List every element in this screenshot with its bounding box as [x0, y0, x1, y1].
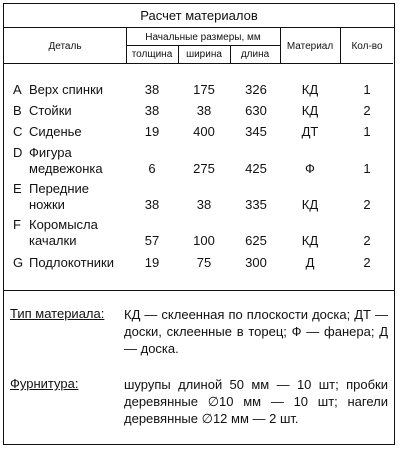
row-thickness: 57 — [144, 233, 160, 248]
row-thickness: 19 — [144, 124, 160, 139]
header-divider — [126, 45, 280, 46]
row-length: 625 — [245, 233, 267, 248]
table-title: Расчет материалов — [4, 4, 394, 28]
notes-divider — [4, 290, 394, 291]
row-width: 275 — [193, 161, 215, 176]
header-divider — [340, 27, 341, 64]
materials-table — [3, 3, 395, 445]
row-part-name: Передние ножки — [29, 181, 90, 212]
row-thickness: 38 — [144, 103, 160, 118]
row-letter: A — [13, 82, 22, 97]
row-qty: 2 — [363, 197, 371, 212]
row-part-name: Верх спинки — [29, 82, 104, 97]
header-thickness: толщина — [131, 49, 173, 60]
row-width: 100 — [193, 233, 215, 248]
header-dimensions: Начальные размеры, мм — [145, 32, 261, 43]
header-part: Деталь — [48, 41, 82, 52]
row-width: 38 — [196, 197, 212, 212]
row-letter: B — [13, 103, 22, 118]
row-qty: 2 — [363, 233, 371, 248]
row-letter: F — [13, 217, 21, 232]
row-width: 75 — [196, 255, 212, 270]
row-material: Д — [305, 255, 315, 270]
hardware-label: Фурнитура: — [10, 376, 79, 391]
header-divider — [178, 45, 179, 64]
row-qty: 1 — [363, 82, 371, 97]
row-letter: E — [13, 181, 22, 196]
row-length: 326 — [245, 82, 267, 97]
row-length: 335 — [245, 197, 267, 212]
header-divider — [230, 45, 231, 64]
row-thickness: 38 — [144, 197, 160, 212]
row-letter: G — [13, 255, 24, 270]
header-material: Материал — [286, 41, 334, 52]
row-length: 425 — [245, 161, 267, 176]
row-thickness: 6 — [148, 161, 156, 176]
hardware-text: шурупы длиной 50 мм — 10 шт; пробки деревянные ∅10 мм — 10 шт; нагели деревянные ∅12 мм — 2 шт. — [124, 377, 388, 426]
row-qty: 1 — [363, 161, 371, 176]
row-length: 630 — [245, 103, 267, 118]
row-part-name: Стойки — [29, 103, 72, 118]
row-material: КД — [301, 103, 319, 118]
row-qty: 2 — [363, 255, 371, 270]
row-thickness: 38 — [144, 82, 160, 97]
row-part-name: Фигура медвежонка — [29, 145, 103, 176]
row-material: КД — [301, 82, 319, 97]
row-qty: 1 — [363, 124, 371, 139]
row-material: ДТ — [301, 124, 319, 139]
row-width: 38 — [196, 103, 212, 118]
row-part-name: Коромысла качалки — [29, 217, 98, 248]
row-width: 400 — [193, 124, 215, 139]
row-letter: D — [13, 145, 23, 160]
row-material: КД — [301, 197, 319, 212]
row-width: 175 — [193, 82, 215, 97]
row-material: КД — [301, 233, 319, 248]
row-letter: C — [13, 124, 23, 139]
material-type-text: КД — склеенная по плоскости доска; ДТ — доски, склеенные в торец; Ф — фанера; Д — доска. — [124, 307, 388, 356]
header-qty: Кол-во — [351, 41, 383, 52]
row-part-name: Сиденье — [29, 124, 82, 139]
header-width: ширина — [186, 49, 222, 60]
row-material: Ф — [305, 161, 315, 176]
row-length: 300 — [245, 255, 267, 270]
row-length: 345 — [245, 124, 267, 139]
header-bottom-line — [4, 63, 393, 64]
header-length: длина — [240, 49, 270, 60]
row-thickness: 19 — [144, 255, 160, 270]
row-part-name: Подлокотники — [29, 255, 114, 270]
row-qty: 2 — [363, 103, 371, 118]
header-divider — [280, 27, 281, 64]
notes-section — [4, 290, 394, 444]
material-type-label: Тип материала: — [10, 306, 105, 321]
